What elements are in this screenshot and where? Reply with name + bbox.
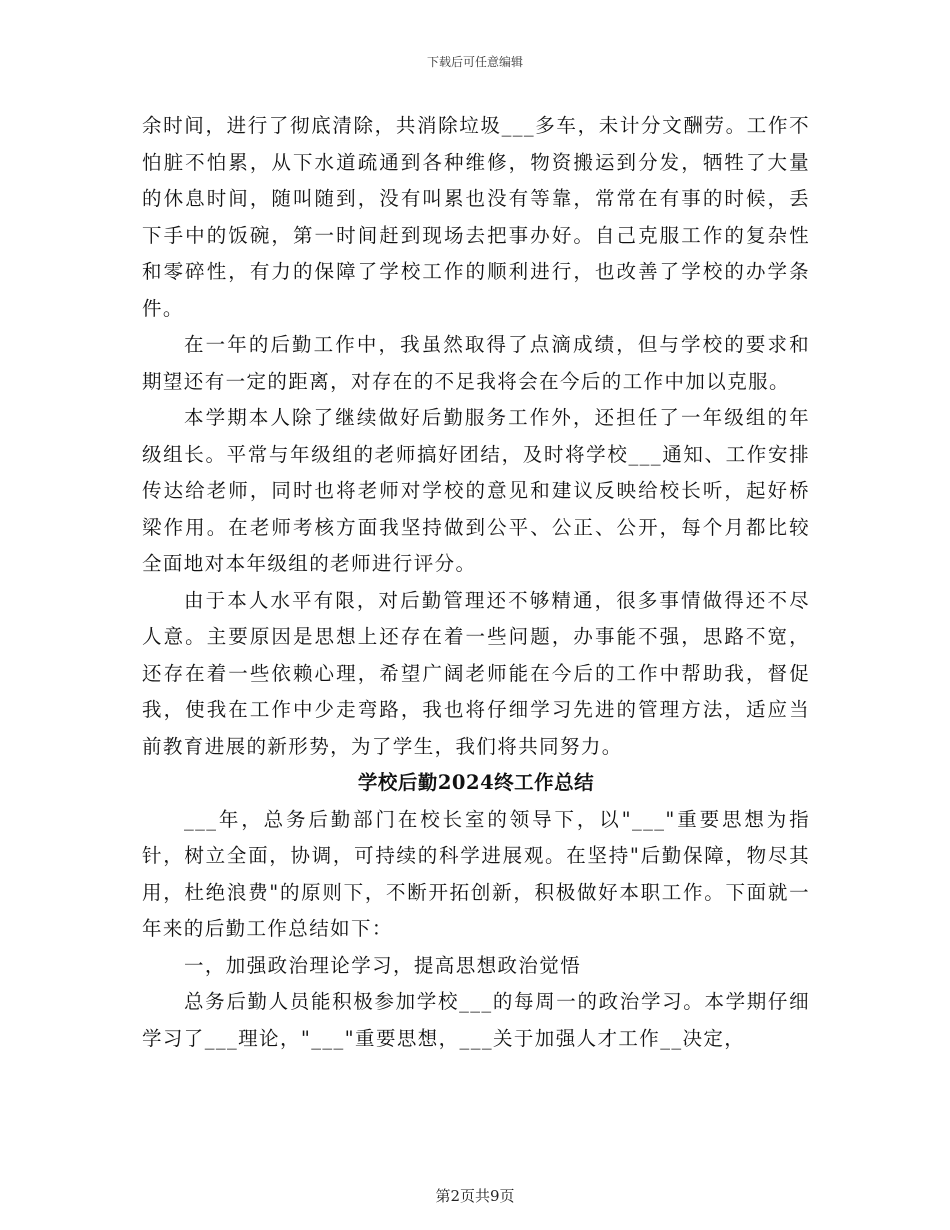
page-number: 第2页共9页: [435, 1187, 515, 1205]
paragraph-shortcomings: 由于本人水平有限，对后勤管理还不够精通，很多事情做得还不尽人意。主要原因是思想上还存在着一些问题，办事能不强，思路不宽，还存在着一些依赖心理，希望广阔老师能在今后的工作中帮助我，督促我，使我在工作中少走弯路，我也将仔细学习先进的管理方法，适应当前教育进展的新形势，为了学生，我们将共同努力。: [142, 588, 810, 758]
paragraph-achievements: 在一年的后勤工作中，我虽然取得了点滴成绩，但与学校的要求和期望还有一定的距离，对存在的不足我将会在今后的工作中加以克服。: [142, 333, 810, 393]
subheading-political-study: 一，加强政治理论学习，提高思想政治觉悟: [184, 953, 582, 977]
page-header: 下载后可任意编辑: [426, 55, 523, 69]
paragraph-cleanup: 余时间，进行了彻底清除，共消除垃圾___多车，未计分文酬劳。工作不怕脏不怕累，从下水道疏通到各种维修，物资搬运到分发，牺牲了大量的休息时间，随叫随到，没有叫累也没有等靠，常常在有事的时候，丢下手中的饭碗，第一时间赶到现场去把事办好。自己克服工作的复杂性和零碎性，有力的保障了学校工作的顺利进行，也改善了学校的办学条件。: [142, 114, 810, 320]
paragraph-grade-leader: 本学期本人除了继续做好后勤服务工作外，还担任了一年级组的年级组长。平常与年级组的老师搞好团结，及时将学校___通知、工作安排传达给老师，同时也将老师对学校的意见和建议反映给校长听，起好桥梁作用。在老师考核方面我坚持做到公平、公正、公开，每个月都比较全面地对本年级组的老师进行评分。: [142, 406, 810, 575]
section-title: 学校后勤2024终工作总结: [357, 771, 595, 794]
document-body: [142, 108, 810, 1057]
paragraph-political-study: 总务后勤人员能积极参加学校___的每周一的政治学习。本学期仔细学习了___理论，"___"重要思想，___关于加强人才工作__决定，: [142, 990, 810, 1050]
paragraph-intro: ___年，总务后勤部门在校长室的领导下，以"___"重要思想为指针，树立全面，协调，可持续的科学进展观。在坚持"后勤保障，物尽其用，杜绝浪费"的原则下，不断开拓创新，积极做好本职工作。下面就一年来的后勤工作总结如下：: [142, 807, 810, 940]
